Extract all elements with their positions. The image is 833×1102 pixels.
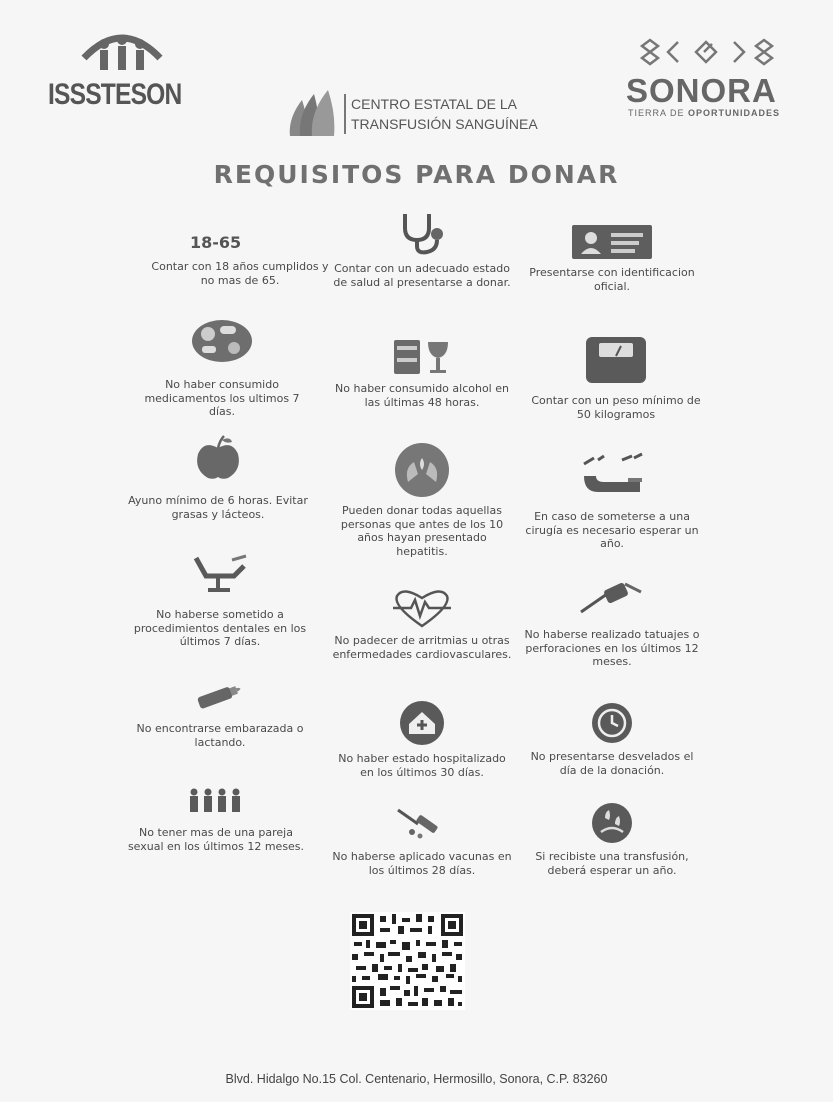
requirement-medication — [132, 318, 312, 419]
requirement-cardio — [332, 588, 512, 661]
page-title: REQUISITOS PARA DONAR — [213, 160, 620, 189]
requirement-text: No haber consumido alcohol en las últimas 48 horas. — [335, 382, 509, 409]
sonora-logo — [622, 34, 812, 124]
centro-estatal-logo — [286, 88, 566, 144]
isssteson-wordmark: ISSSTESON — [48, 78, 182, 111]
requirement-health — [332, 210, 512, 289]
qr-code[interactable] — [350, 912, 465, 1010]
requirement-text: No haber estado hospitalizado en los últimos 30 días. — [338, 752, 506, 779]
requirement-text: Pueden donar todas aquellas personas que antes de los 10 años hayan presentado hepatitis. — [340, 504, 504, 558]
requirement-transfusion — [522, 802, 702, 877]
stethoscope-icon — [397, 210, 447, 256]
apple-icon — [190, 434, 246, 482]
heartbeat-icon — [389, 588, 455, 628]
requirement-surgery — [522, 452, 702, 551]
requirement-text: Presentarse con identificacion oficial. — [529, 266, 695, 293]
sonora-wordmark: SONORA — [626, 72, 777, 109]
baby-bottle-icon — [188, 682, 252, 712]
requirement-sleep — [522, 702, 702, 777]
requirement-text: No presentarse desvelados el día de la donación. — [530, 750, 694, 777]
requirement-text: No padecer de arritmias u otras enfermedades cardiovasculares. — [332, 634, 512, 661]
requirement-text: Contar con un peso mínimo de 50 kilogramos — [531, 394, 701, 421]
requirement-text: No haberse sometido a procedimientos dentales en los últimos 7 días. — [133, 608, 307, 648]
requirement-text: Contar con 18 años cumplidos y no mas de 65. — [151, 260, 329, 287]
requirement-hospital — [332, 700, 512, 779]
blood-drop-stripes-icon — [286, 88, 342, 142]
people-icon — [186, 788, 246, 814]
requirement-hepatitis — [332, 442, 512, 558]
requirement-text: Si recibiste una transfusión, deberá esperar un año. — [535, 850, 689, 877]
hospital-icon — [399, 700, 445, 746]
requirement-text: No encontrarse embarazada o lactando. — [136, 722, 304, 749]
scale-icon — [585, 336, 647, 384]
requirement-text: Contar con un adecuado estado de salud al presentarse a donar. — [333, 262, 511, 289]
dental-chair-icon — [188, 554, 252, 594]
requirement-partner — [126, 788, 306, 853]
requirement-text: No haberse aplicado vacunas en los últimos 28 días. — [332, 850, 512, 877]
age-range: 18-65 — [190, 233, 242, 252]
requirement-fasting — [128, 434, 308, 521]
sonora-pattern-icon — [638, 36, 798, 70]
clock-icon — [591, 702, 633, 744]
requirement-age — [150, 233, 330, 287]
requirement-text: No haber consumido medicamentos los ultimos 7 días. — [144, 378, 300, 418]
pills-icon — [190, 318, 254, 364]
requirement-alcohol — [332, 336, 512, 409]
footer-address: Blvd. Hidalgo No.15 Col. Centenario, Hermosillo, Sonora, C.P. 83260 — [225, 1072, 608, 1086]
alcohol-icon — [390, 336, 454, 376]
family-icon — [42, 20, 202, 80]
surgery-icon — [574, 452, 650, 496]
requirement-dental — [130, 554, 310, 649]
requirement-pregnancy — [130, 682, 310, 749]
requirement-text: En caso de someterse a una cirugía es necesario esperar un año. — [525, 510, 699, 550]
isssteson-logo — [42, 20, 202, 110]
hands-icon — [394, 442, 450, 498]
requirement-weight — [526, 336, 706, 421]
requirement-text: No tener mas de una pareja sexual en los últimos 12 meses. — [127, 826, 305, 853]
requirement-text: No haberse realizado tatuajes o perforaciones en los últimos 12 meses. — [524, 628, 700, 668]
tattoo-machine-icon — [577, 580, 647, 616]
id-card-icon — [571, 224, 653, 260]
requirement-text: Ayuno mínimo de 6 horas. Evitar grasas y lácteos. — [128, 494, 308, 521]
requirement-vaccine — [332, 806, 512, 877]
requirement-tattoo — [522, 580, 702, 669]
syringe-icon — [392, 806, 452, 840]
requirement-id — [522, 224, 702, 293]
sonora-tagline: TIERRA DE OPORTUNIDADES — [628, 108, 781, 118]
centro-estatal-text: CENTRO ESTATAL DE LA TRANSFUSIÓN SANGUÍNEA — [344, 94, 538, 134]
transfusion-icon — [591, 802, 633, 844]
